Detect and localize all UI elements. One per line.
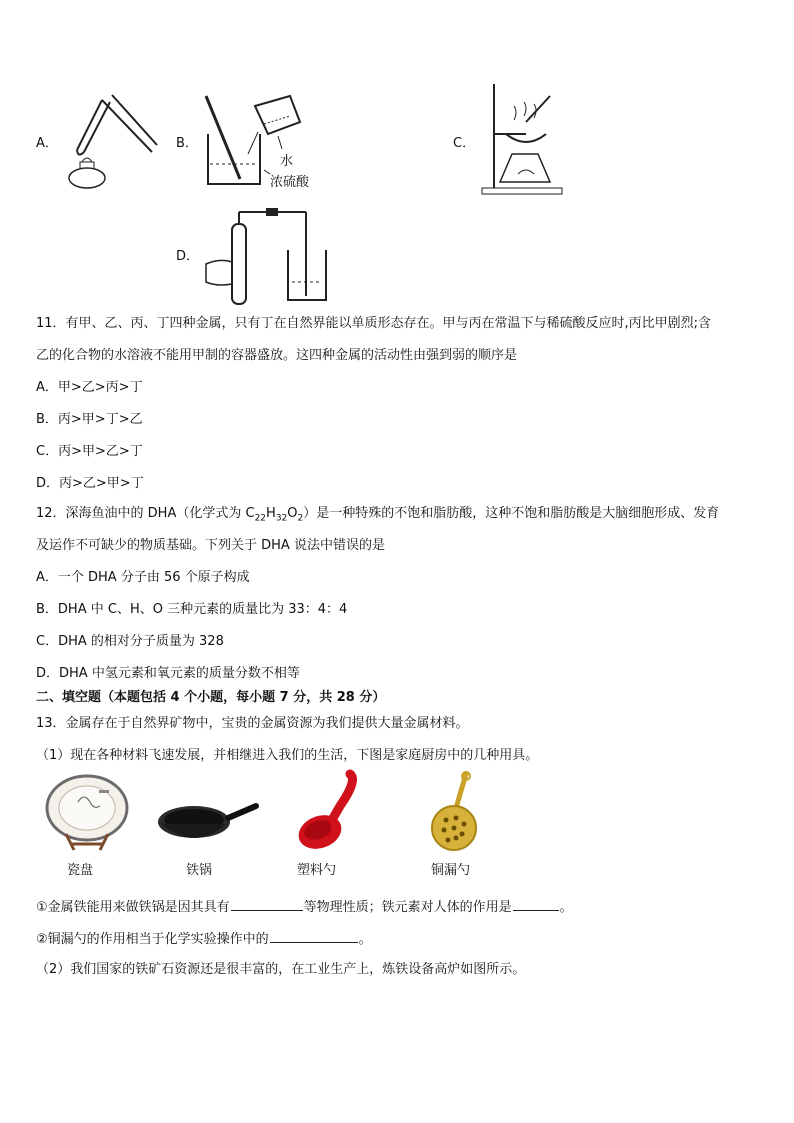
q11-option-b: B．丙>甲>丁>乙 (36, 412, 143, 427)
q12-stem-line1: 12．深海鱼油中的 DHA（化学式为 $C_{22}H_{32}O_2$）是一种特殊的不饱和脂肪酸，这种不饱和脂肪酸是大脑细胞形成、发育 (36, 506, 720, 524)
option-c-label: C． (453, 136, 476, 151)
q11-stem-line1: 11．有甲、乙、丙、丁四种金属，只有丁在自然界能以单质形态存在。甲与丙在常温下与稀硫酸反应时,丙比甲剧烈;含 (36, 316, 712, 331)
q13-part2: （2）我们国家的铁矿石资源还是很丰富的，在工业生产上，炼铁设备高炉如图所示。 (36, 962, 526, 977)
section-heading: 二、填空题（本题包括 4 个小题，每小题 7 分，共 28 分） (36, 690, 386, 705)
q11-option-d: D．丙>乙>甲>丁 (36, 476, 144, 491)
q12-option-a: A．一个 DHA 分子由 56 个原子构成 (36, 570, 250, 585)
caption-plastic-spoon: 塑料勺 (297, 863, 337, 878)
copper-skimmer-image (426, 770, 486, 854)
q13-sub2: ②铜漏勺的作用相当于化学实验操作中的 。 (36, 932, 372, 947)
q11-stem-line2: 乙的化合物的水溶液不能用甲制的容器盛放。这四种金属的活动性由强到弱的顺序是 (36, 348, 518, 363)
answer-blank-iron-function[interactable] (513, 898, 559, 911)
label-water: 水 (280, 154, 294, 169)
option-d-label: D． (176, 249, 200, 264)
iron-wok-image (156, 800, 260, 850)
answer-blank-lab-operation[interactable] (270, 930, 358, 943)
evaporation-figure (478, 82, 568, 194)
q12-option-c: C．DHA 的相对分子质量为 328 (36, 634, 224, 649)
q13-sub1: ①金属铁能用来做铁锅是因其具有 等物理性质；铁元素对人体的作用是 。 (36, 900, 573, 915)
caption-copper-skimmer: 铜漏勺 (431, 863, 471, 878)
option-b-label: B． (176, 136, 198, 151)
caption-porcelain-plate: 瓷盘 (67, 863, 94, 878)
q12-option-b: B．DHA 中 C、H、O 三种元素的质量比为 33：4：4 (36, 602, 348, 617)
q11-option-c: C．丙>甲>乙>丁 (36, 444, 143, 459)
q12-option-d: D．DHA 中氢元素和氧元素的质量分数不相等 (36, 666, 300, 681)
plastic-spoon-image (292, 770, 362, 852)
option-a-label: A． (36, 136, 58, 151)
test-tube-heating-figure (62, 90, 157, 190)
airtightness-check-figure (202, 208, 334, 304)
q13-intro: 13．金属存在于自然界矿物中，宝贵的金属资源为我们提供大量金属材料。 (36, 716, 469, 731)
answer-blank-physical-property[interactable] (231, 898, 303, 911)
label-conc-sulfuric-acid: 浓硫酸 (270, 175, 310, 190)
q11-option-a: A．甲>乙>丙>丁 (36, 380, 143, 395)
q12-stem-line2: 及运作不可缺少的物质基础。下列关于 DHA 说法中错误的是 (36, 538, 385, 553)
q13-part1: （1）现在各种材料飞速发展，并相继进入我们的生活，下图是家庭厨房中的几种用具。 (36, 748, 539, 763)
porcelain-plate-image (44, 774, 130, 852)
caption-iron-wok: 铁锅 (186, 863, 213, 878)
